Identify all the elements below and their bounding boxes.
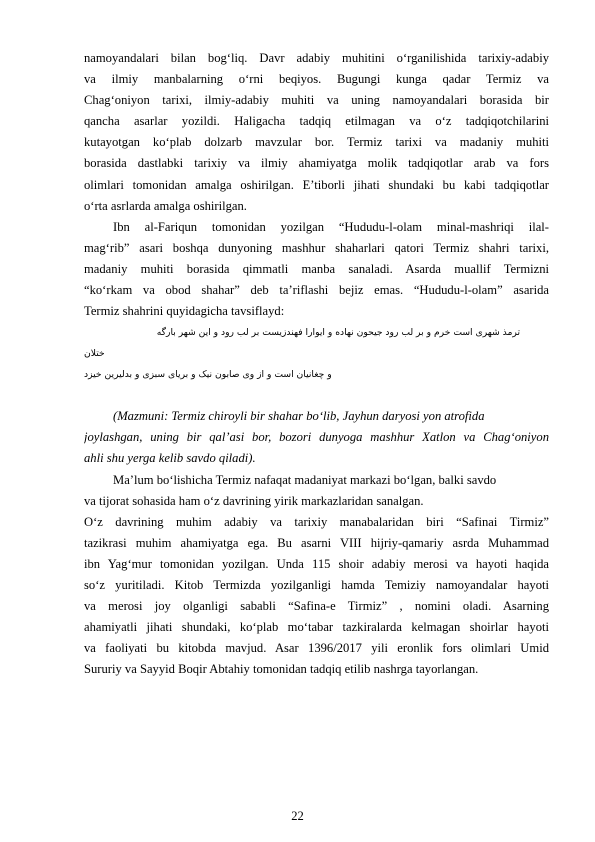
spacer — [84, 385, 549, 406]
paragraph-safinai-tirmiz — [84, 512, 549, 681]
text-line: tazikrasi muhim ahamiyatga ega. Bu asarni VIII hijriy-qamariy asrda Muhammad — [84, 535, 549, 550]
document-page — [84, 48, 549, 680]
text-line: joylashgan, uning bir qal’asi bor, bozori dunyoga mashhur Xatlon va Chag‘oniyon — [84, 430, 549, 445]
text-line: Termiz shahrini quyidagicha tavsiflayd: — [84, 304, 285, 319]
text-line: ahamiyatli jihati shundaki, ko‘plab mo‘tabar tazkiralarda kelmagan shoirlar hayoti — [84, 620, 549, 635]
text-line: “ko‘rkam va obod shahar” deb ta’riflashi bejiz emas. “Hududu-l-olam” asarida — [84, 283, 549, 298]
text-line: (Mazmuni: Termiz chiroyli bir shahar bo‘lib, Jayhun daryosi yon atrofida — [113, 409, 485, 424]
text-line: o‘rta asrlarda amalga oshirilgan. — [84, 198, 247, 213]
text-line: Sururiy va Sayyid Boqir Abtahiy tomonidan tadqiq etilib nashrga tayorlangan. — [84, 662, 479, 677]
paragraph-termiz-sources — [84, 48, 549, 217]
paragraph-trade-center — [84, 470, 549, 512]
text-line: va tijorat sohasida ham o‘z davrining yirik markazlaridan sanalgan. — [84, 493, 424, 508]
page-number: 22 — [291, 809, 304, 823]
persian-quote-line: ختلان — [84, 348, 105, 360]
text-line: ahli shu yerga kelib savdo qiladi). — [84, 451, 256, 466]
persian-quote-line: ترمذ شهری است خرم و بر لب رود جیحون نهاده و ایوارا فهندزیست بر لب رود و این شهر بارگه — [156, 327, 520, 339]
text-line: va merosi joy olganligi sababli “Safina-e Tirmiz” , nomini oladi. Asarning — [84, 599, 549, 614]
text-line: ibn Yag‘mur tomonidan yozilgan. Unda 115 shoir adabiy merosi va hayoti haqida — [84, 556, 549, 571]
paragraph-hududul-olam — [84, 217, 549, 322]
text-line: va faoliyati bu kitobda mavjud. Asar 1396/2017 yili eronlik fors olimlari Umid — [84, 641, 549, 656]
persian-quote — [84, 322, 549, 385]
text-line: mag‘rib” asari boshqa dunyoning mashhur shaharlari qatori Termiz shahri tarixi, — [84, 240, 549, 255]
text-line: Ibn al-Fariqun tomonidan yozilgan “Hududu-l-olam minal-mashriqi ilal- — [113, 219, 549, 234]
text-line: so‘z yuritiladi. Kitob Termizda yozilganligi hamda Temiziy namoyandalar hayoti — [84, 577, 549, 592]
translation-paragraph — [84, 406, 549, 469]
text-line: qancha asarlar yozildi. Haligacha tadqiq etilmagan va o‘z tadqiqotchilarini — [84, 114, 549, 129]
text-line: Chag‘oniyon tarixi, ilmiy-adabiy muhiti va uning namoyandalari borasida bir — [84, 93, 549, 108]
text-line: Ma’lum bo‘lishicha Termiz nafaqat madaniyat markazi bo‘lgan, balki savdo — [113, 472, 497, 487]
persian-quote-line: و چغانیان است و از وی صابون نیک و بریای سبزی و بدلیرین خیزد — [84, 369, 332, 381]
text-line: borasida dastlabki tarixiy va ilmiy ahamiyatga molik tadqiqotlar arab va fors — [84, 156, 549, 171]
text-line: va ilmiy manbalarning o‘rni beqiyos. Bugungi kunga qadar Termiz va — [84, 72, 549, 87]
text-line: O‘z davrining muhim adabiy va tarixiy manabalaridan biri “Safinai Tirmiz” — [84, 514, 549, 529]
text-line: kutayotgan ko‘plab dolzarb mavzular bor. Termiz tarixi va madaniy muhiti — [84, 135, 549, 150]
text-line: namoyandalari bilan bog‘liq. Davr adabiy muhitini o‘rganilishida tarixiy-adabiy — [84, 51, 549, 65]
text-line: olimlari tomonidan amalga oshirilgan. E’tiborli jihati shundaki bu kabi tadqiqotlar — [84, 177, 549, 192]
text-line: madaniy muhiti borasida qimmatli manba sanaladi. Asarda muallif Termizni — [84, 261, 549, 276]
